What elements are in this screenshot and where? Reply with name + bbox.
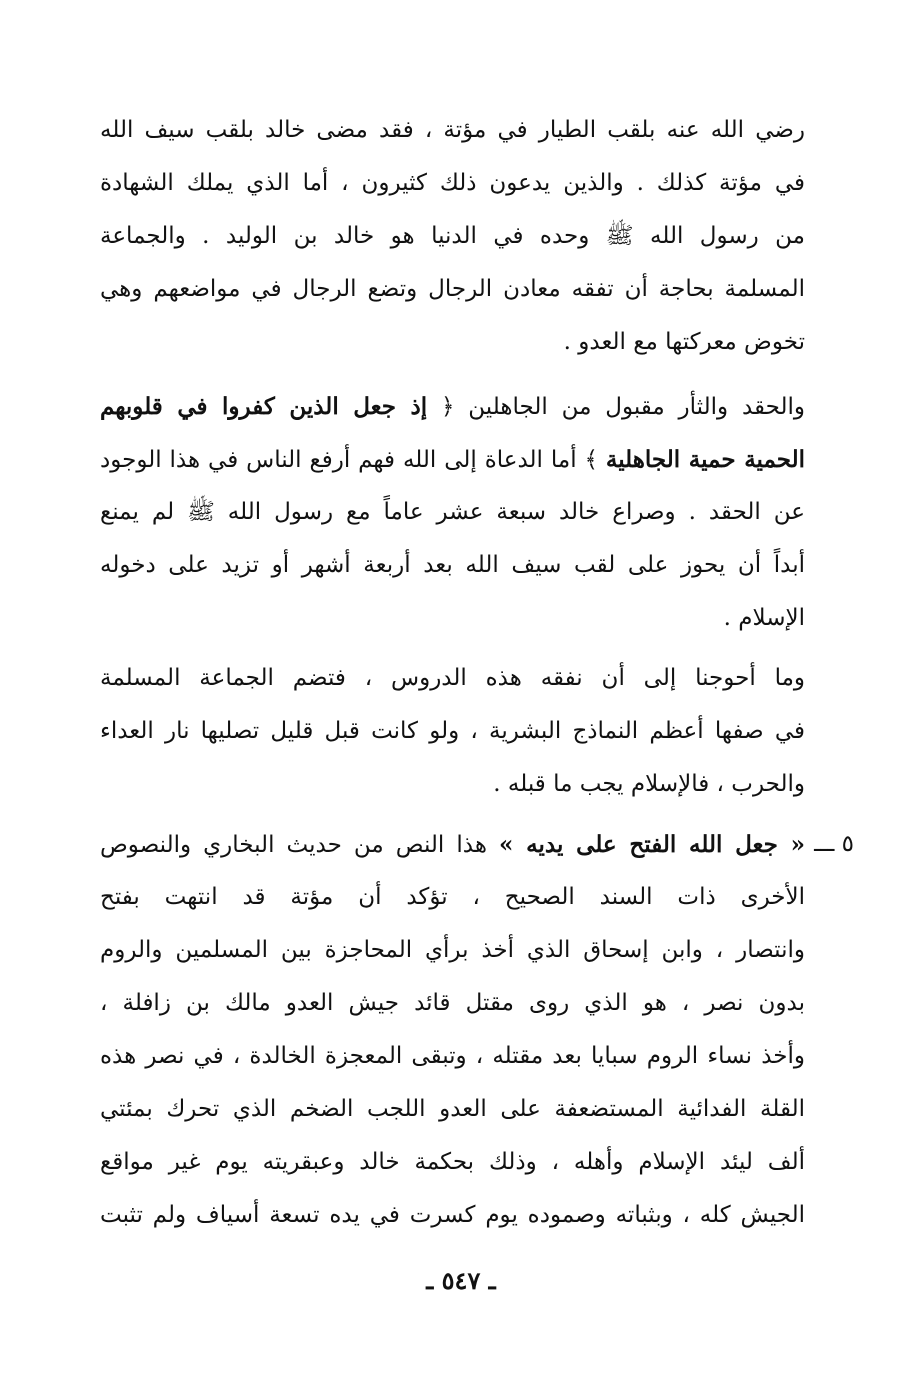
paragraph-1 bbox=[100, 104, 805, 369]
quran-quote: إذ جعل الذين كفروا في قلوبهم bbox=[100, 393, 428, 420]
text-line: الأخرى ذات السند الصحيح ، تؤكد أن مؤتة قد انتهت بفتح bbox=[100, 884, 805, 910]
text-line: من رسول الله ﷺ وحده في الدنيا هو خالد بن الوليد . والجماعة bbox=[100, 223, 805, 249]
item-number: ٥ ـــ bbox=[814, 831, 854, 857]
text-line bbox=[100, 380, 805, 433]
text-line: أبداً أن يحوز على لقب سيف الله بعد أربعة أشهر أو تزيد على دخوله bbox=[100, 552, 805, 578]
page-number: ـ ٥٤٧ ـ bbox=[426, 1266, 496, 1295]
text-line: والحرب ، فالإسلام يجب ما قبله . bbox=[493, 771, 805, 797]
text-line: القلة الفدائية المستضعفة على العدو اللجب الضخم الذي تحرك بمئتي bbox=[100, 1096, 805, 1122]
text-line: وما أحوجنا إلى أن نفقه هذه الدروس ، فتضم الجماعة المسلمة bbox=[100, 665, 805, 691]
text-line: الجيش كله ، وبثباته وصموده يوم كسرت في يده تسعة أسياف ولم تثبت bbox=[100, 1202, 805, 1228]
text-line bbox=[100, 818, 805, 871]
paragraph-3 bbox=[100, 652, 805, 811]
quran-quote: الحمية حمية الجاهلية bbox=[605, 446, 806, 473]
text-line: بدون نصر ، هو الذي روى مقتل قائد جيش العدو مالك بن زافلة ، bbox=[100, 990, 805, 1016]
text-line bbox=[100, 433, 805, 486]
item-heading: « جعل الله الفتح على يديه » bbox=[499, 831, 805, 858]
paragraph-2 bbox=[100, 380, 805, 645]
text-segment: هذا النص من حديث البخاري والنصوص bbox=[100, 832, 487, 858]
text-line: المسلمة بحاجة أن تفقه معادن الرجال وتضع الرجال في مواضعهم وهي bbox=[100, 276, 805, 302]
text-line: في مؤتة كذلك . والذين يدعون ذلك كثيرون ، أما الذي يملك الشهادة bbox=[100, 170, 805, 196]
text-line: وانتصار ، وابن إسحاق الذي أخذ برأي المحاجزة بين المسلمين والروم bbox=[100, 937, 805, 963]
text-line: الإسلام . bbox=[723, 605, 805, 631]
text-line: تخوض معركتها مع العدو . bbox=[563, 329, 805, 355]
item-5-paragraph bbox=[100, 818, 805, 1242]
text-line: ألف ليئد الإسلام وأهله ، وذلك بحكمة خالد وعبقريته يوم غير مواقع bbox=[100, 1149, 805, 1175]
text-line: رضي الله عنه بلقب الطيار في مؤتة ، فقد مضى خالد بلقب سيف الله bbox=[100, 117, 805, 143]
text-line: وأخذ نساء الروم سبايا بعد مقتله ، وتبقى المعجزة الخالدة ، في نصر هذه bbox=[100, 1043, 805, 1069]
text-segment: ﴾ أما الدعاة إلى الله فهم أرفع الناس في هذا الوجود bbox=[100, 447, 598, 473]
text-line: في صفها أعظم النماذج البشرية ، ولو كانت قبل قليل تصليها نار العداء bbox=[100, 718, 805, 744]
text-segment: والحقد والثأر مقبول من الجاهلين ﴿ bbox=[440, 394, 806, 420]
text-line: عن الحقد . وصراع خالد سبعة عشر عاماً مع رسول الله ﷺ لم يمنع bbox=[100, 499, 805, 525]
